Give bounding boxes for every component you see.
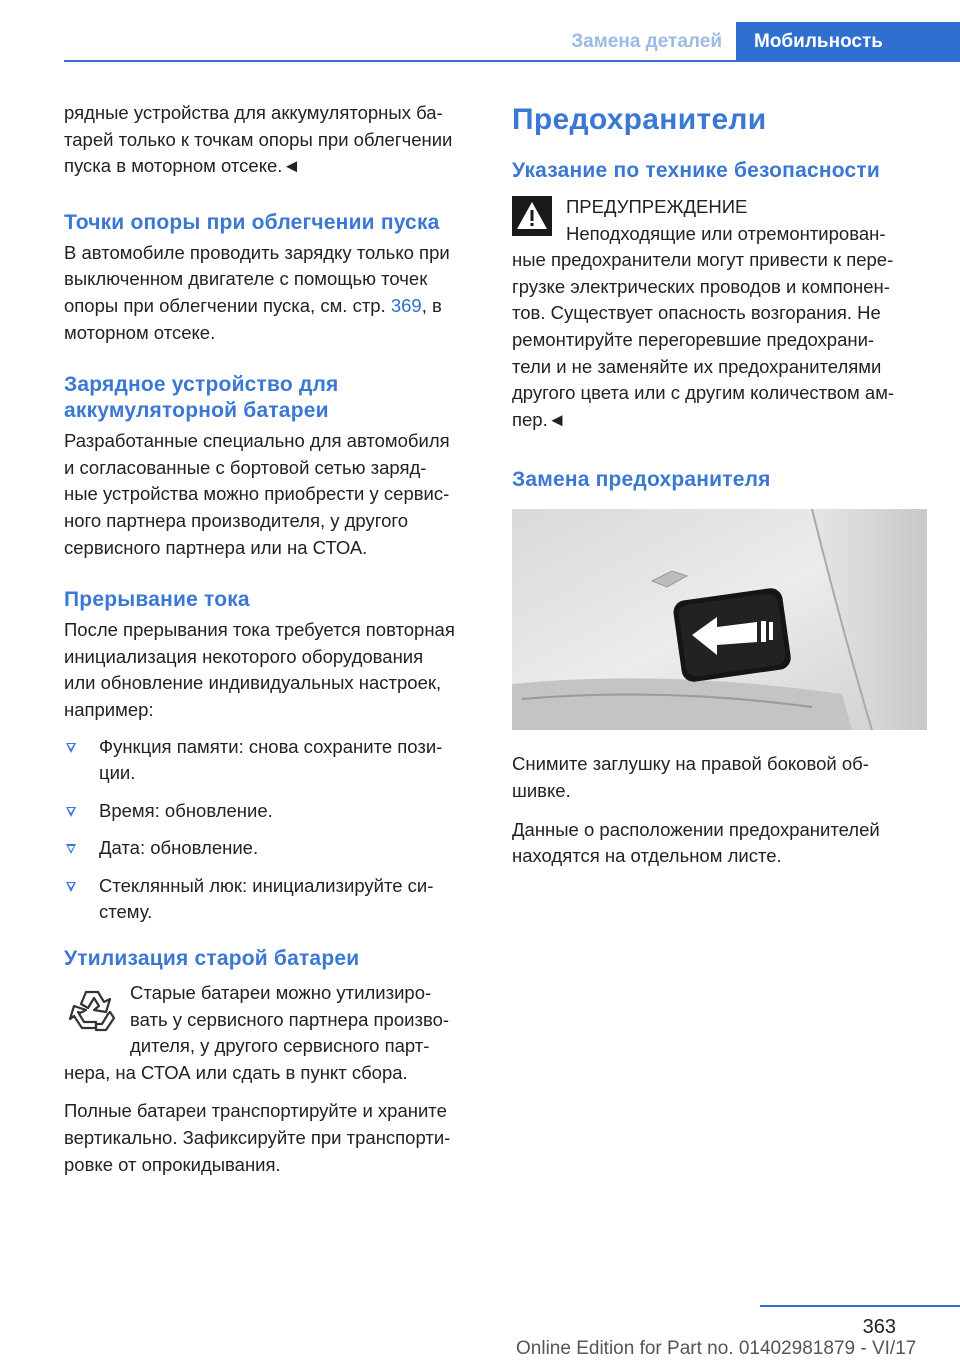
text-line: тарей только к точкам опоры при облегчении — [64, 128, 453, 150]
text-line: например: — [64, 698, 154, 720]
warning-triangle-icon — [512, 196, 552, 236]
text-line: ции. — [99, 762, 136, 784]
text-line: ремонтируйте перегоревшие предохрани‐ — [512, 328, 875, 350]
text-line: грузке электрических проводов и компонен‐ — [512, 275, 890, 297]
text-line: шивке. — [512, 779, 571, 801]
text-line: Стеклянный люк: инициализируйте си‐ — [99, 874, 434, 896]
left-column — [64, 100, 484, 1178]
text-line: Время: обновление. — [99, 799, 273, 821]
charger-paragraph — [64, 428, 484, 561]
heading-line: аккумуляторной батареи — [64, 399, 329, 423]
page-link-369[interactable]: 369 — [390, 294, 422, 316]
page-number: 363 — [862, 1316, 896, 1338]
text-line: опоры при облегчении пуска, см. стр. — [64, 294, 391, 316]
text-line: Полные батареи транспортируйте и храните — [64, 1100, 447, 1122]
right-column — [512, 100, 930, 870]
text-line: Функция памяти: снова сохраните пози‐ — [99, 735, 443, 757]
header-rule — [64, 60, 960, 62]
transport-paragraph — [64, 1098, 484, 1178]
fuse-cover-photo — [512, 509, 927, 730]
heading-battery-charger — [64, 372, 484, 424]
text-line: Снимите заглушку на правой боковой об‐ — [512, 753, 869, 775]
text-line: пер.◄ — [512, 408, 567, 430]
text-line: и согласованные с бортовой сетью заряд‐ — [64, 456, 427, 478]
text-line: Старые батареи можно утилизиро‐ — [130, 982, 432, 1004]
edition-note: Online Edition for Part no. 01402981879 - VI/17 — [516, 1338, 917, 1359]
warning-head — [512, 194, 930, 247]
recycle-note — [64, 980, 484, 1086]
section-tab[interactable]: Замена деталей — [571, 31, 722, 52]
list-item — [64, 734, 484, 787]
triangle-bullet-icon — [66, 844, 76, 854]
heading-line: Зарядное устройство для — [64, 373, 339, 397]
page-header — [64, 22, 960, 62]
chapter-tab[interactable]: Мобильность — [736, 22, 960, 62]
text-line: дителя, у другого сервисного парт‐ — [130, 1035, 430, 1057]
text-line: пуска в моторном отсеке.◄ — [64, 155, 301, 177]
text-line: ные предохранители могут привести к пере‐ — [512, 249, 894, 271]
text-line: ровке от опрокидывания. — [64, 1153, 281, 1175]
text-line: сервисного партнера или на СТОА. — [64, 536, 368, 558]
heading-fuse-replacement: Замена предохранителя — [512, 468, 771, 492]
text-fragment: , в — [421, 294, 442, 316]
text-line: вертикально. Зафиксируйте при транспорти‐ — [64, 1127, 451, 1149]
warning-body — [512, 247, 930, 433]
triangle-bullet-icon — [66, 807, 76, 817]
text-line: вать у сервисного партнера произво‐ — [130, 1008, 450, 1030]
caption-paragraph — [512, 751, 930, 804]
text-line: Разработанные специально для автомобиля — [64, 430, 450, 452]
list-item — [64, 873, 484, 926]
recycle-paragraph — [64, 980, 484, 1060]
interruption-paragraph — [64, 617, 484, 723]
triangle-bullet-icon — [66, 743, 76, 753]
page-title: Предохранители — [512, 103, 767, 136]
text-line: другого цвета или с другим количеством ам‐ — [512, 382, 895, 404]
heading-power-interruption: Прерывание тока — [64, 588, 250, 612]
text-line: В автомобиле проводить зарядку только при — [64, 241, 450, 263]
footer-rule — [760, 1305, 960, 1307]
heading-battery-disposal: Утилизация старой батареи — [64, 947, 360, 971]
triangle-bullet-icon — [66, 882, 76, 892]
text-line: ные устройства можно приобрести у сервис‐ — [64, 483, 450, 505]
text-line: ного партнера производителя, у другого — [64, 509, 409, 531]
text-line: выключенном двигателе с помощью точек — [64, 268, 428, 290]
text-line: или обновление индивидуальных настроек, — [64, 672, 442, 694]
text-line: После прерывания тока требуется повторная — [64, 619, 455, 641]
list-item — [64, 835, 484, 862]
text-line: Дата: обновление. — [99, 837, 259, 859]
warning-label: ПРЕДУПРЕЖДЕНИЕ — [566, 196, 748, 217]
text-line: находятся на отдельном листе. — [512, 845, 782, 867]
heading-safety: Указание по технике безопасности — [512, 159, 880, 182]
intro-paragraph — [64, 100, 484, 180]
list-item — [64, 798, 484, 825]
bullet-list — [64, 734, 484, 927]
text-line: тов. Существует опасность возгорания. Не — [512, 302, 881, 324]
text-line: инициализация некоторого оборудования — [64, 645, 424, 667]
fuse-info-paragraph — [512, 817, 930, 870]
heading-jump-start-points: Точки опоры при облегчении пуска — [64, 210, 440, 234]
text-line: Данные о расположении предохранителей — [512, 818, 880, 840]
recycle-icon — [66, 984, 118, 1036]
jump-start-paragraph — [64, 240, 484, 346]
recycle-continuation: нера, на СТОА или сдать в пункт сбора. — [64, 1061, 408, 1083]
text-line: тели и не заменяйте их предохранителями — [512, 355, 882, 377]
text-line: стему. — [99, 901, 153, 923]
warning-box — [512, 194, 930, 433]
text-line: рядные устройства для аккумуляторных ба‐ — [64, 102, 443, 123]
text-line: Неподходящие или отремонтирован‐ — [566, 222, 886, 244]
text-line: моторном отсеке. — [64, 321, 216, 343]
